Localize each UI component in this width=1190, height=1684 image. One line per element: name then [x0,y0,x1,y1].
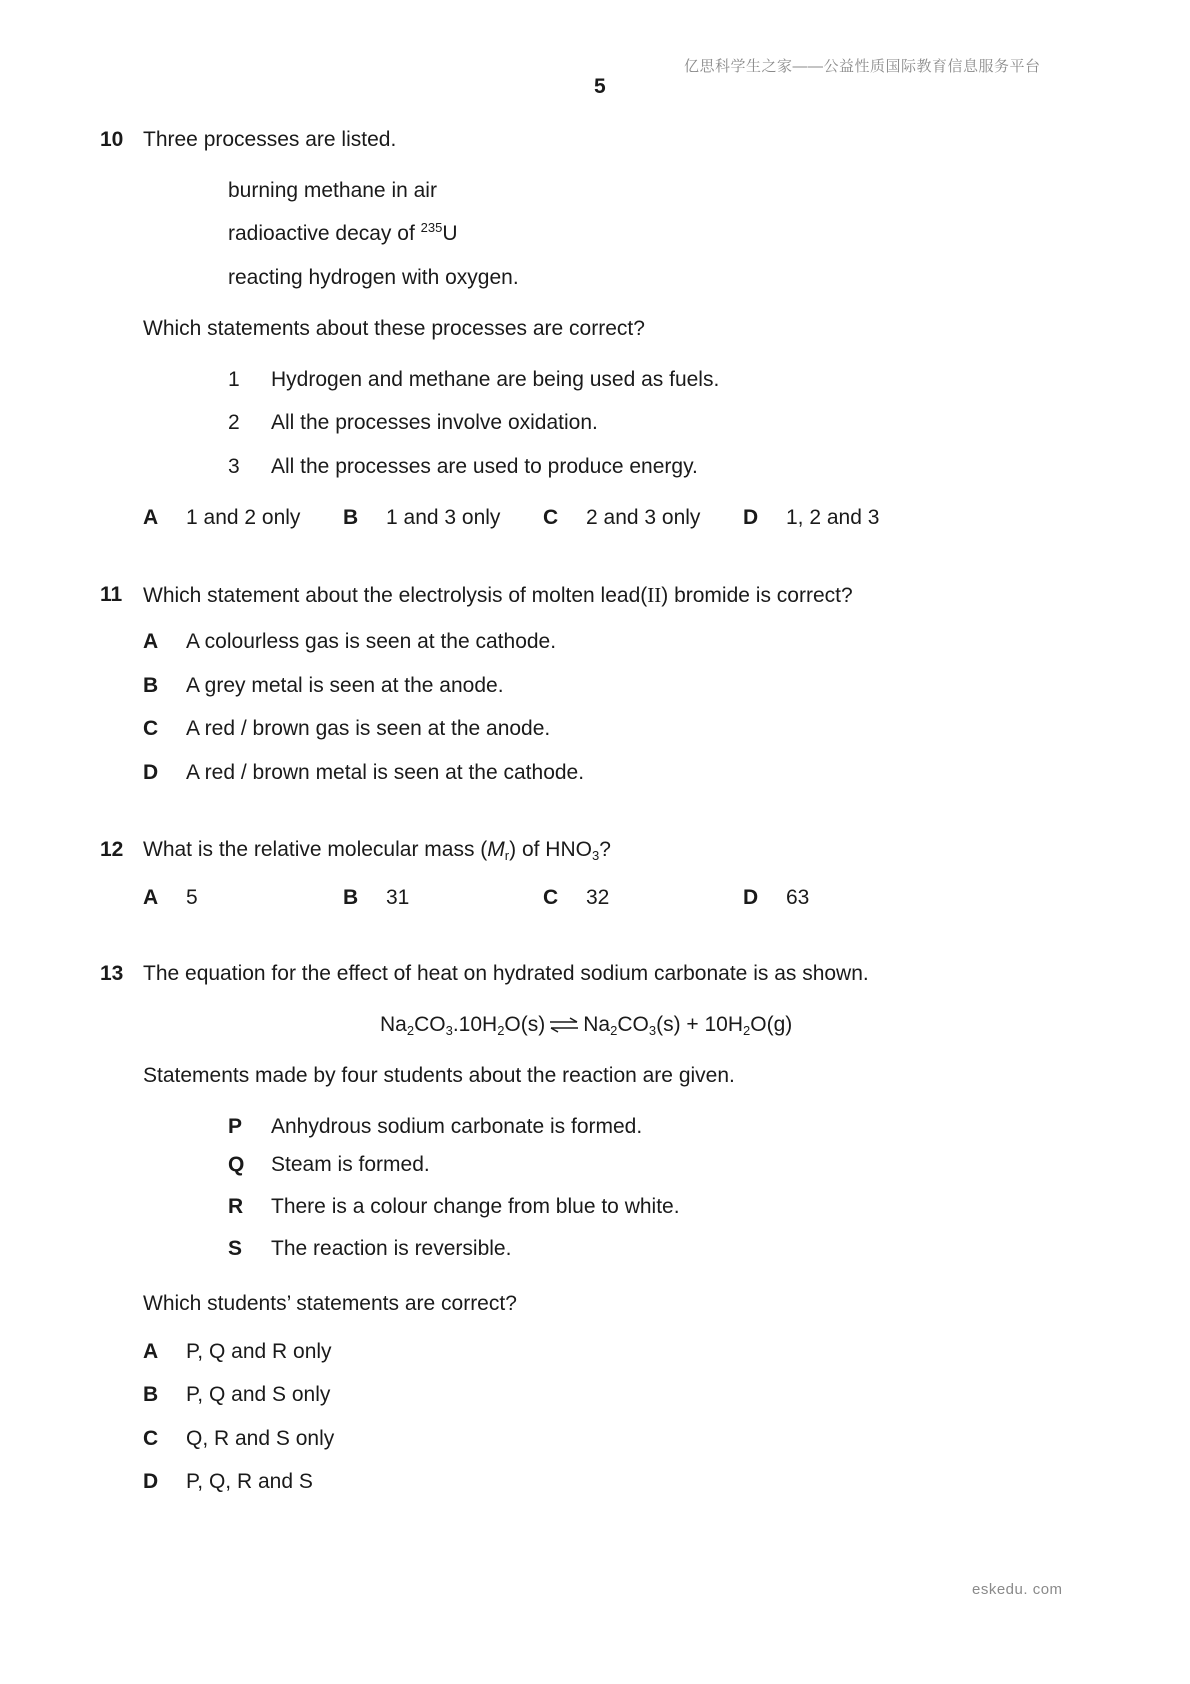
eq-text: CO [617,1013,649,1036]
option-letter: C [543,886,559,909]
process-item: burning methane in air [228,179,437,202]
statement-number: 3 [228,455,240,478]
process-item: reacting hydrogen with oxygen. [228,266,519,289]
eq-sub: 2 [743,1023,751,1038]
stem-text: ) of HNO [509,838,592,861]
option-text: P, Q, R and S [186,1470,313,1493]
statement-text: Hydrogen and methane are being used as fuels. [271,368,720,391]
option-text: A grey metal is seen at the anode. [186,674,504,697]
option-letter: C [143,1427,159,1450]
page-number: 5 [594,75,606,98]
option-text: 1, 2 and 3 [786,506,880,529]
statement-letter: Q [228,1153,245,1176]
option-text: 2 and 3 only [586,506,701,529]
subscript-3: 3 [591,848,600,863]
option-letter: B [343,886,359,909]
eq-sub: 3 [445,1023,453,1038]
statements-intro: Statements made by four students about the reaction are given. [143,1064,735,1087]
question-stem [143,583,853,608]
statement-text: The reaction is reversible. [271,1237,512,1260]
oxidation-state: II [647,583,662,607]
option-letter: A [143,886,159,909]
option-letter: B [143,1383,159,1406]
statement-number: 1 [228,368,240,391]
eq-text: Na [583,1013,611,1036]
eq-text: O(g) [750,1013,793,1036]
question-stem [143,838,611,862]
eq-sub: 2 [497,1023,505,1038]
option-text: 5 [186,886,198,909]
option-letter: C [143,717,159,740]
statement-text: All the processes are used to produce energy. [271,455,698,478]
process-text: radioactive decay of [228,222,421,245]
statement-text: All the processes involve oxidation. [271,411,598,434]
symbol-m: M [487,838,505,861]
option-letter: B [143,674,159,697]
option-text: 1 and 3 only [386,506,501,529]
option-letter: B [343,506,359,529]
equilibrium-arrow-icon [549,1017,579,1033]
statement-letter: S [228,1237,243,1260]
statement-text: There is a colour change from blue to white. [271,1195,680,1218]
option-letter: A [143,630,159,653]
option-text: 1 and 2 only [186,506,301,529]
question-number: 11 [100,583,123,606]
question-prompt: Which statements about these processes are correct? [143,317,645,340]
statement-number: 2 [228,411,240,434]
eq-text: Na [380,1013,407,1036]
question-stem: The equation for the effect of heat on hydrated sodium carbonate is as shown. [143,962,869,985]
option-text: P, Q and S only [186,1383,331,1406]
eq-text: (s) + 10H [656,1013,744,1036]
stem-text: ) bromide is correct? [661,584,853,607]
question-number: 12 [100,838,124,861]
eq-text: CO [414,1013,446,1036]
eq-sub: 3 [648,1023,657,1038]
statement-letter: R [228,1195,244,1218]
subscript-r: r [504,848,510,863]
option-text: P, Q and R only [186,1340,332,1363]
option-letter: D [143,761,159,784]
option-text: A red / brown metal is seen at the cathode. [186,761,585,784]
process-item [228,222,457,246]
eq-text: O(s) [504,1013,546,1036]
statement-text: Anhydrous sodium carbonate is formed. [271,1115,643,1138]
statement-letter: P [228,1115,243,1138]
option-text: 32 [586,886,610,909]
statement-text: Steam is formed. [271,1153,430,1176]
option-text: A colourless gas is seen at the cathode. [186,630,557,653]
option-letter: D [143,1470,159,1493]
stem-text: Which statement about the electrolysis of molten lead( [143,584,648,607]
eq-sub: 2 [406,1023,415,1038]
chemical-equation [380,1013,792,1037]
mass-number: 235 [420,220,443,235]
stem-text: ? [599,838,611,861]
option-letter: C [543,506,559,529]
footer-site: eskedu. com [972,1581,1063,1598]
element-symbol: U [442,222,458,245]
question-stem: Three processes are listed. [143,128,397,151]
option-text: Q, R and S only [186,1427,335,1450]
option-letter: D [743,506,759,529]
option-letter: D [743,886,759,909]
question-number: 13 [100,962,124,985]
option-text: A red / brown gas is seen at the anode. [186,717,551,740]
stem-text: What is the relative molecular mass ( [143,838,488,861]
option-text: 31 [386,886,410,909]
eq-text: .10H [452,1013,498,1036]
question-number: 10 [100,128,124,151]
option-letter: A [143,506,159,529]
question-prompt: Which students’ statements are correct? [143,1292,517,1315]
eq-sub: 2 [610,1023,618,1038]
header-watermark: 亿思科学生之家——公益性质国际教育信息服务平台 [684,58,1041,75]
option-text: 63 [786,886,810,909]
option-letter: A [143,1340,159,1363]
